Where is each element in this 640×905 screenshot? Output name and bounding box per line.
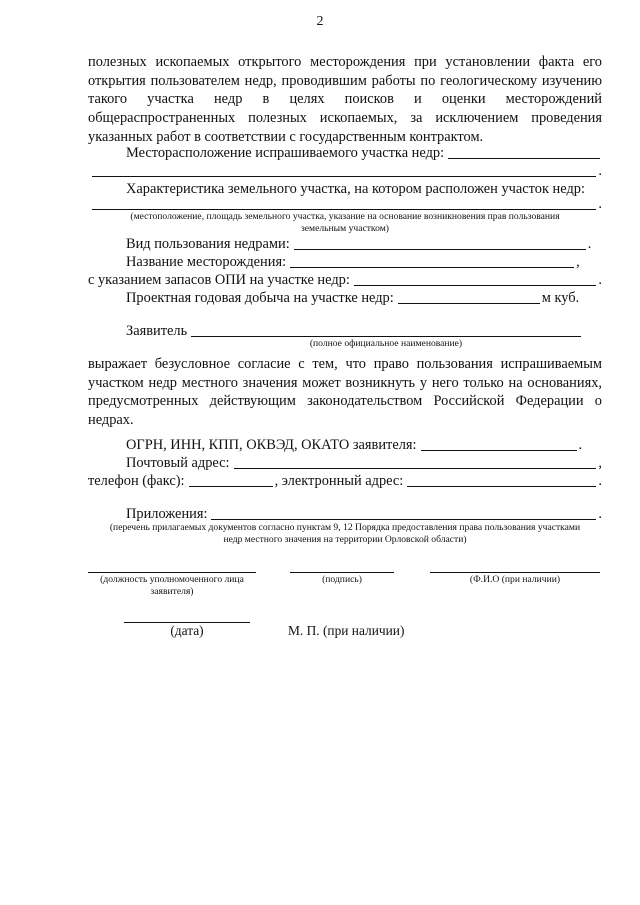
reserves-input-line[interactable] bbox=[354, 285, 597, 286]
signature-line[interactable] bbox=[290, 572, 394, 573]
field-email-label: , электронный адрес: bbox=[274, 473, 404, 489]
field-use-type-label: Вид пользования недрами: bbox=[126, 236, 290, 252]
end-mark: , bbox=[598, 455, 602, 471]
field-postal-address bbox=[126, 454, 602, 472]
field-deposit-name bbox=[126, 253, 602, 271]
end-mark: , bbox=[576, 254, 580, 270]
production-unit: м куб. bbox=[541, 290, 580, 306]
field-applicant-label: Заявитель bbox=[126, 323, 188, 339]
field-annual-production-label: Проектная годовая добыча на участке недр: bbox=[126, 290, 394, 306]
field-attachments-label: Приложения: bbox=[126, 506, 208, 522]
field-deposit-name-label: Название месторождения: bbox=[126, 254, 287, 270]
field-phone-email bbox=[88, 472, 602, 490]
end-mark: . bbox=[578, 437, 583, 453]
deposit-name-input-line[interactable] bbox=[290, 267, 574, 268]
full-name-line[interactable] bbox=[430, 572, 600, 573]
end-mark: . bbox=[598, 506, 602, 522]
field-reserves bbox=[88, 271, 602, 289]
use-type-input-line[interactable] bbox=[294, 249, 586, 250]
field-use-type bbox=[126, 235, 602, 253]
full-name-caption: (Ф.И.О (при наличии) bbox=[469, 574, 561, 585]
land-plot-input-line[interactable] bbox=[92, 209, 596, 210]
field-registry-codes-label: ОГРН, ИНН, КПП, ОКВЭД, ОКАТО заявителя: bbox=[126, 437, 417, 453]
registry-codes-input-line[interactable] bbox=[421, 450, 577, 451]
stamp-caption: М. П. (при наличии) bbox=[288, 623, 405, 638]
postal-address-input-line[interactable] bbox=[234, 468, 597, 469]
date-caption: (дата) bbox=[170, 623, 204, 638]
email-input-line[interactable] bbox=[407, 486, 596, 487]
field-location bbox=[126, 144, 602, 162]
position-caption: (должность уполномоченного лица заявителя) bbox=[100, 574, 244, 597]
field-annual-production bbox=[126, 289, 602, 307]
field-phone-label: телефон (факс): bbox=[88, 473, 185, 489]
annual-production-input-line[interactable] bbox=[398, 303, 540, 304]
end-mark: . bbox=[598, 272, 602, 288]
end-mark: . bbox=[598, 473, 602, 489]
phone-input-line[interactable] bbox=[189, 486, 273, 487]
end-mark: . bbox=[598, 196, 602, 212]
field-postal-address-label: Почтовый адрес: bbox=[126, 455, 230, 471]
field-location-label: Месторасположение испрашиваемого участка недр: bbox=[126, 145, 445, 161]
location-input-line-2[interactable] bbox=[92, 176, 596, 177]
land-plot-hint: (местоположение, площадь земельного участка, указание на основание возникновения прав пользования земельным участком) bbox=[130, 211, 560, 234]
attachments-input-line[interactable] bbox=[211, 519, 596, 520]
consent-paragraph: выражает безусловное согласие с тем, что право пользования испрашиваемым участком недр местного значения может возникнуть у него только на основаниях, предусмотренных действующим законодательством Российской Федерации о недрах. bbox=[88, 356, 602, 429]
intro-paragraph: полезных ископаемых открытого месторождения при установлении факта его открытия пользователем недр, проводившим работы по геологическому изучению такого участка недр в целях поисков и оценки месторождений общераспространенных полезных ископаемых, за исключением проведения указанных работ в соответствии с государственным контрактом. bbox=[88, 54, 602, 145]
signature-caption: (подпись) bbox=[322, 574, 362, 585]
field-location-continued bbox=[88, 162, 602, 180]
field-registry-codes bbox=[126, 436, 602, 454]
field-land-plot-label: Характеристика земельного участка, на котором расположен участок недр: bbox=[126, 181, 585, 197]
location-input-line[interactable] bbox=[448, 158, 600, 159]
end-mark: . bbox=[598, 163, 602, 179]
field-reserves-label: с указанием запасов ОПИ на участке недр: bbox=[88, 272, 350, 288]
position-signature-line[interactable] bbox=[88, 572, 256, 573]
applicant-input-line[interactable] bbox=[191, 336, 581, 337]
end-mark: . bbox=[587, 236, 592, 252]
page-number: 2 bbox=[316, 14, 324, 29]
attachments-hint: (перечень прилагаемых документов согласно пунктам 9, 12 Порядка предоставления права пользования участками недр местного значения на территории Орловской области) bbox=[109, 522, 581, 545]
field-attachments bbox=[126, 505, 602, 523]
applicant-hint: (полное официальное наименование) bbox=[309, 338, 463, 349]
